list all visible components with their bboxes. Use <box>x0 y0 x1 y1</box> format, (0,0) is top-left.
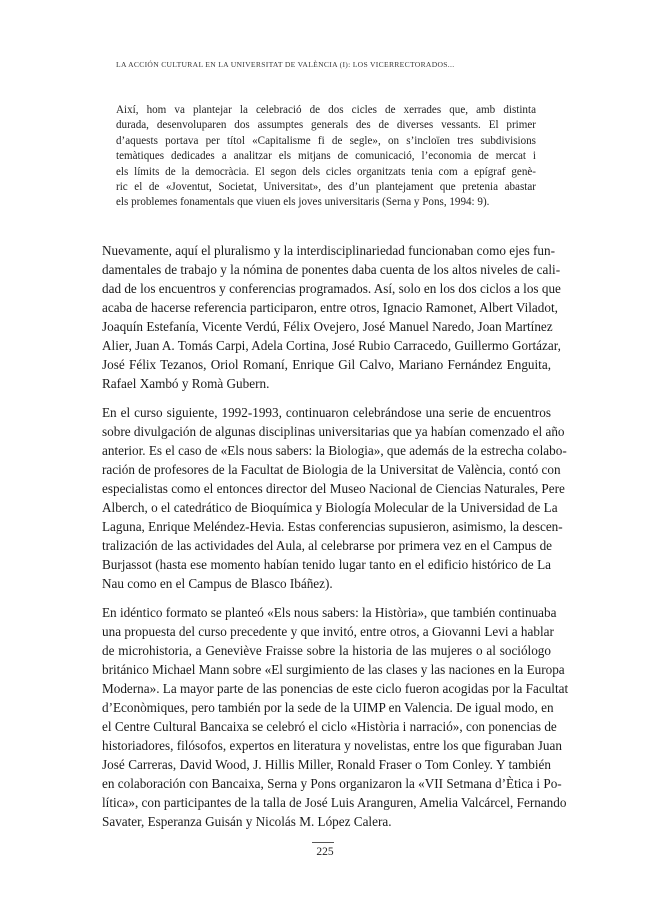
paragraph-line: En idéntico formato se planteó «Els nous sabers: la Història», que también continuaba <box>102 605 557 620</box>
paragraph-line: tralización de las actividades del Aula, al celebrarse por primera vez en el Campus de <box>102 538 553 553</box>
paragraph-line: Nau como en el Campus de Blasco Ibáñez). <box>102 576 333 591</box>
paragraph-line: dad de los encuentros y conferencias programados. Así, solo en los dos ciclos a los que <box>102 281 561 296</box>
paragraph-line: el Centre Cultural Bancaixa se celebró el ciclo «Història i narració», con ponencias de <box>102 719 557 734</box>
quote-line: els problemes fonamentals que viuen els joves universitaris (Serna y Pons, 1994: 9). <box>116 196 490 209</box>
paragraph-line: de microhistoria, a Geneviève Fraisse sobre la historia de las mujeres o al sociólogo <box>102 643 551 658</box>
quote-line: Així, hom va plantejar la celebració de dos cicles de xerrades que, amb distinta <box>116 104 536 116</box>
block-quote <box>116 103 536 211</box>
quote-line: durada, desenvoluparen dos assumptes generals des de diverses vessants. El primer <box>116 119 536 132</box>
paragraph-line: Nuevamente, aquí el pluralismo y la interdisciplinariedad funcionaban como ejes fun- <box>102 243 555 258</box>
paragraph-line: Moderna». La mayor parte de las ponencias de este ciclo fueron acogidas por la Facultat <box>102 681 569 696</box>
body-text <box>102 241 569 841</box>
quote-line: els límits de la democràcia. El segon dels cicles organitzats tenia com a epígraf genè- <box>116 165 536 178</box>
paragraph-line: sobre divulgación de algunas disciplinas universitarias que ya habían comenzado el año <box>102 424 565 439</box>
paragraph-line: ración de profesores de la Facultat de Biologia de la Universitat de València, contó con <box>102 462 561 477</box>
page-number: 225 <box>316 846 334 858</box>
footer-rule <box>312 842 334 843</box>
paragraph-line: José Carreras, David Wood, J. Hillis Miller, Ronald Fraser o Tom Conley. Y también <box>102 757 551 772</box>
paragraph-line: Rafael Xambó y Romà Gubern. <box>102 376 270 391</box>
paragraph-line: Joaquín Estefanía, Vicente Verdú, Félix Ovejero, José Manuel Naredo, Joan Martínez <box>102 319 553 334</box>
paragraph-line: Alberch, o el catedrático de Bioquímica y Biología Molecular de la Universidad de La <box>102 500 558 515</box>
body-paragraph <box>102 603 569 831</box>
running-head: LA ACCIÓN CULTURAL EN LA UNIVERSITAT DE VALÈNCIA (I): LOS VICERRECTORADOS... <box>116 60 455 69</box>
quote-line: temàtiques dedicades a analitzar els mitjans de comunicació, l’economia de mercat i <box>116 150 536 163</box>
paragraph-line: Savater, Esperanza Guisán y Nicolás M. López Calera. <box>102 814 392 829</box>
paragraph-line: una propuesta del curso precedente y que invitó, entre otros, a Giovanni Levi a hablar <box>102 624 554 639</box>
quote-line: ric el de «Joventut, Societat, Universitat», des d’un plantejament que pretenia abastar <box>116 181 536 194</box>
paragraph-line: historiadores, filósofos, expertos en literatura y novelistas, entre los que figuraban Juan <box>102 738 562 753</box>
paragraph-line: José Félix Tezanos, Oriol Romaní, Enrique Gil Calvo, Mariano Fernández Enguita, <box>102 357 551 372</box>
body-paragraph <box>102 403 567 593</box>
paragraph-line: damentales de trabajo y la nómina de ponentes daba cuenta de los altos niveles de cali- <box>102 262 561 277</box>
paragraph-line: británico Michael Mann sobre «El surgimiento de las clases y las naciones en la Europa <box>102 662 565 677</box>
paragraph-line: d’Econòmiques, pero también por la sede de la UIMP en Valencia. De igual modo, en <box>102 700 554 715</box>
paragraph-line: Alier, Juan A. Tomás Carpi, Adela Cortina, José Rubio Carracedo, Guillermo Gortázar, <box>102 338 561 353</box>
paragraph-line: Laguna, Enrique Meléndez-Hevia. Estas conferencias supusieron, asimismo, la descen- <box>102 519 563 534</box>
paragraph-line: especialistas como el entonces director del Museo Nacional de Ciencias Naturales, Pere <box>102 481 565 496</box>
body-paragraph <box>102 241 561 393</box>
paragraph-line: En el curso siguiente, 1992-1993, continuaron celebrándose una serie de encuentros <box>102 405 551 420</box>
paragraph-line: acaba de hacerse referencia participaron, entre otros, Ignacio Ramonet, Albert Viladot, <box>102 300 558 315</box>
paragraph-line: Burjassot (hasta ese momento habían tenido lugar tanto en el edificio histórico de La <box>102 557 551 572</box>
paragraph-line: anterior. Es el caso de «Els nous sabers: la Biologia», que además de la estrecha colabo- <box>102 443 567 458</box>
quote-line: d’aquests portava per títol «Capitalisme fi de segle», on s’incloïen tres subdivisions <box>116 134 536 147</box>
paragraph-line: lítica», con participantes de la talla de José Luis Aranguren, Amelia Valcárcel, Fernando <box>102 795 567 810</box>
paragraph-line: en colaboración con Bancaixa, Serna y Pons organizaron la «VII Setmana d’Ètica i Po- <box>102 776 562 791</box>
